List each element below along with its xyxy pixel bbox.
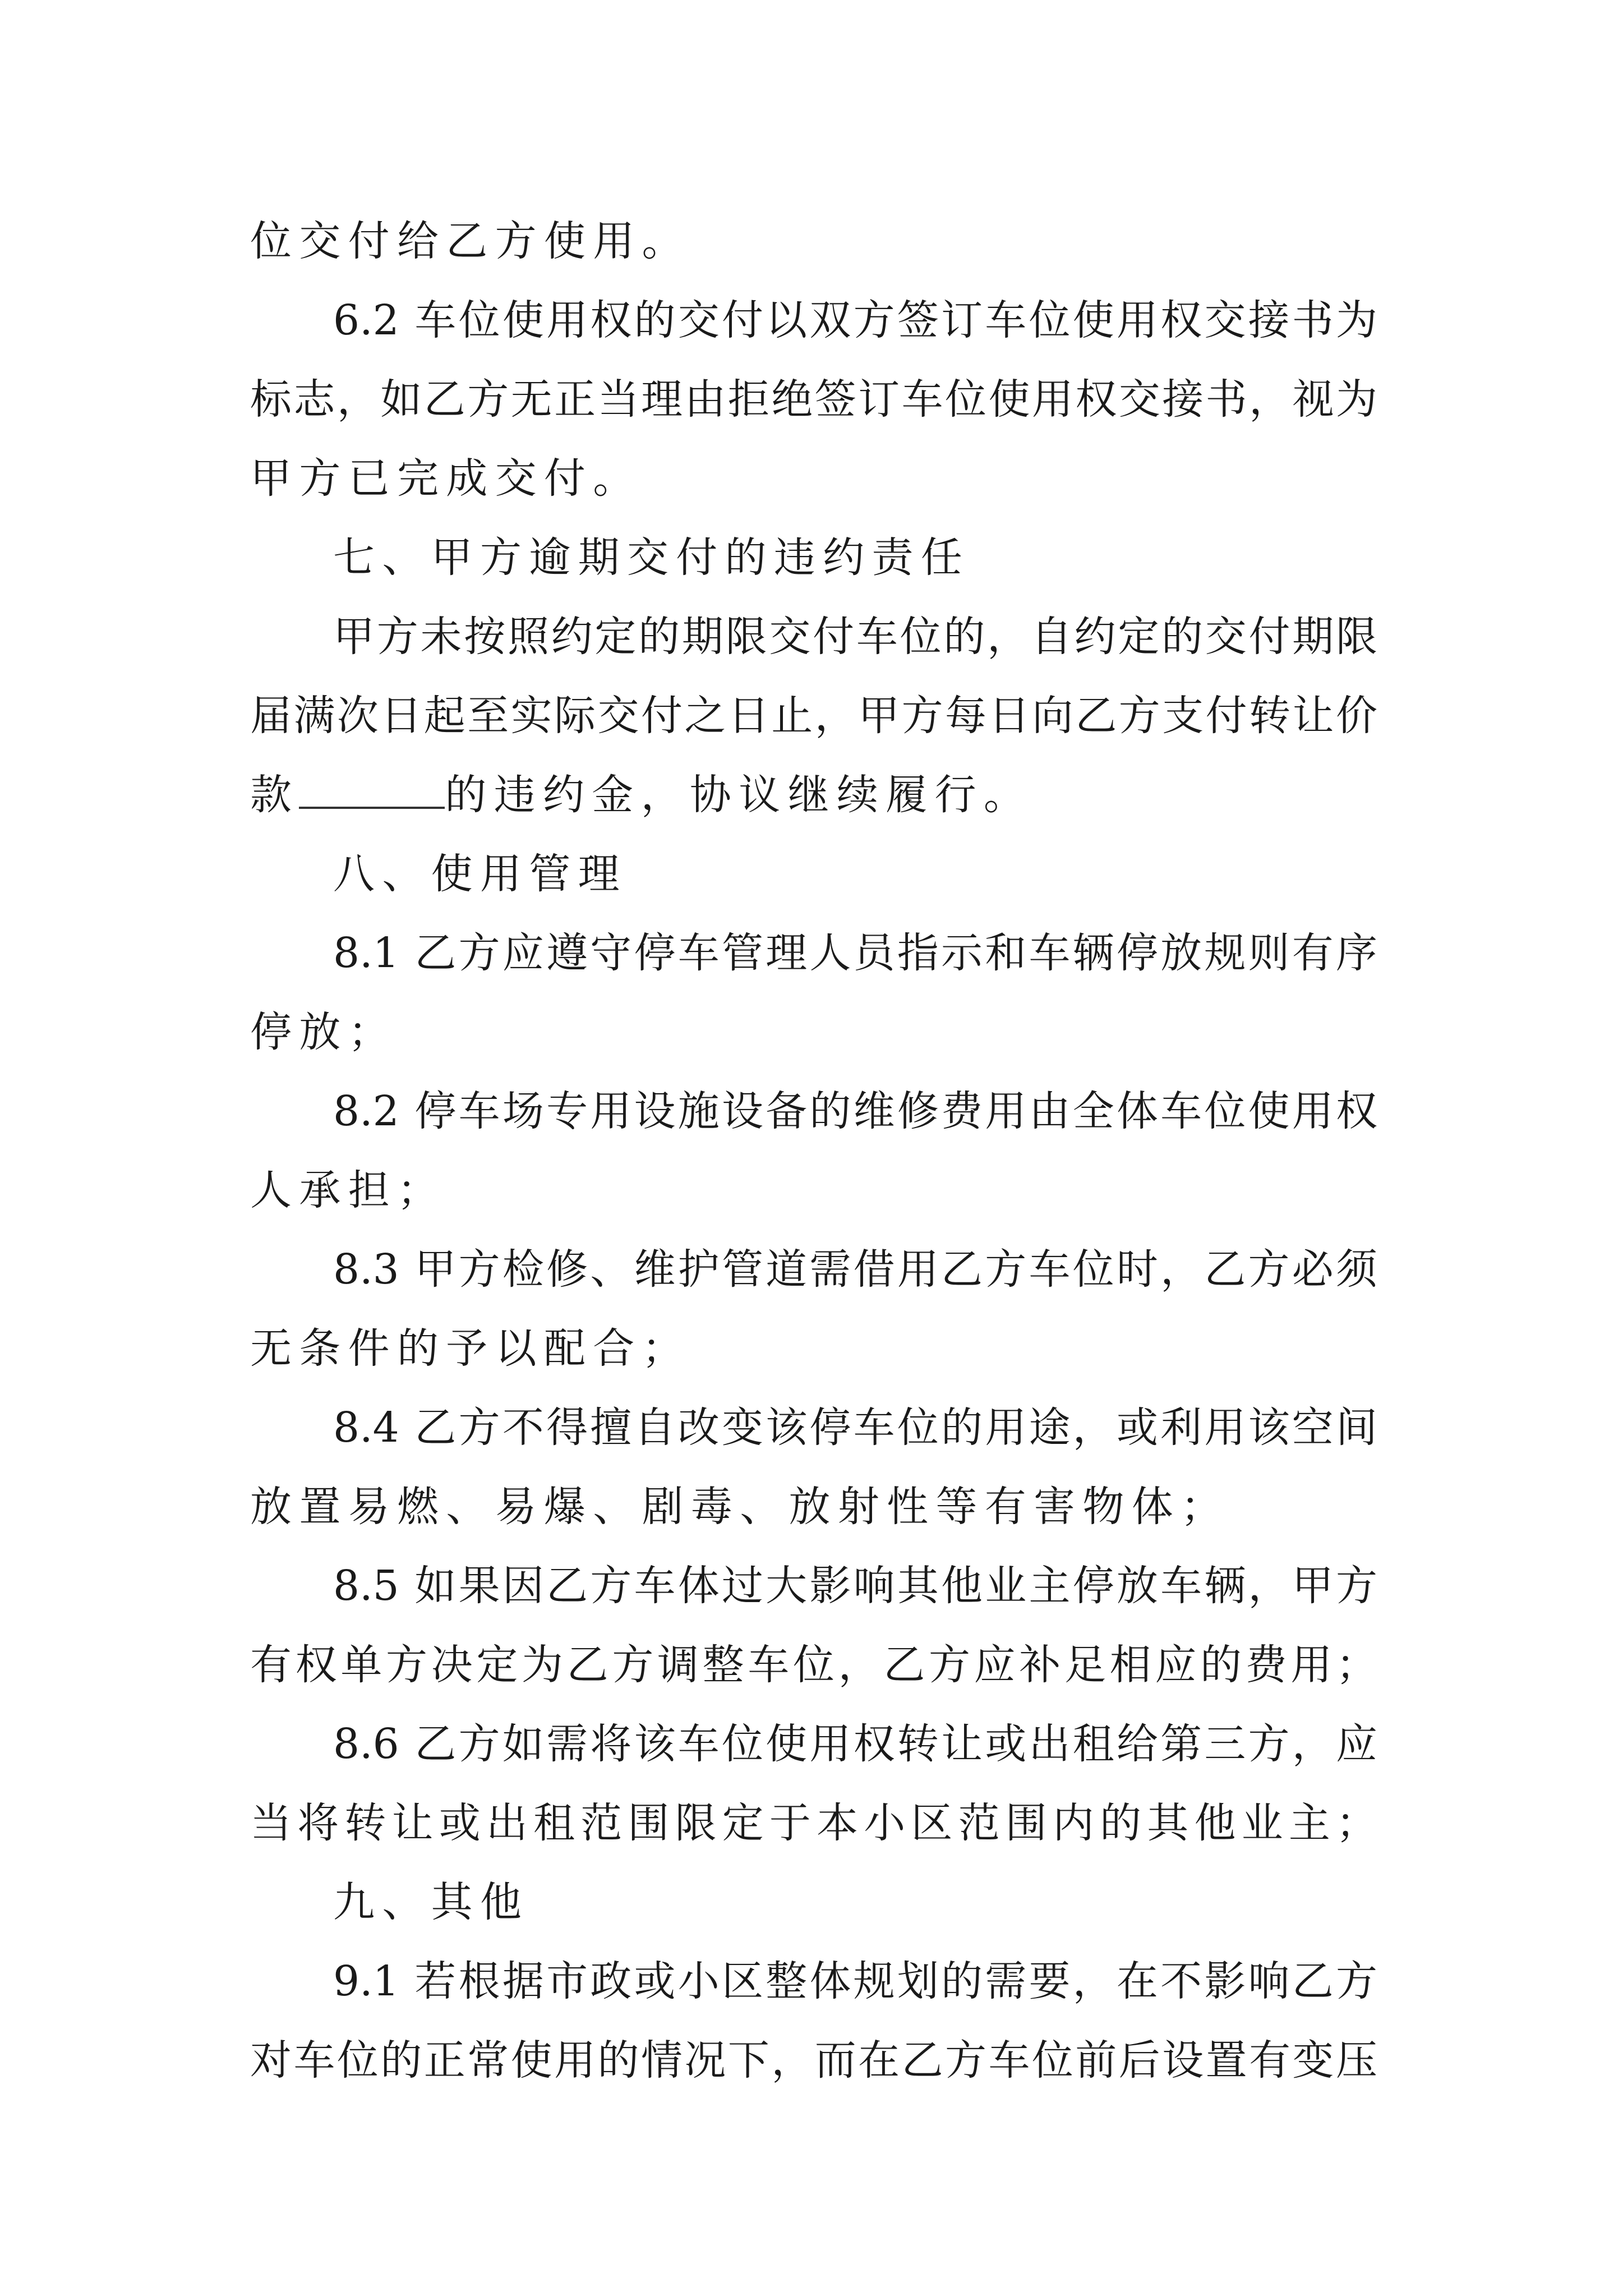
text-line: 人承担； bbox=[250, 1166, 446, 1214]
section-heading: 八、使用管理 bbox=[333, 850, 627, 898]
text-line: 有权单方决定为乙方调整车位，乙方应补足相应的费用； bbox=[250, 1641, 1377, 1689]
text-line: 位交付给乙方使用。 bbox=[250, 217, 691, 265]
text-line: 8.2 停车场专用设施设备的维修费用由全体车位使用权 bbox=[333, 1087, 1377, 1135]
text-line: 8.3 甲方检修、维护管道需借用乙方车位时，乙方必须 bbox=[333, 1245, 1377, 1294]
text-line: 甲方未按照约定的期限交付车位的，自约定的交付期限 bbox=[333, 613, 1377, 661]
text-line: 6.2 车位使用权的交付以双方签订车位使用权交接书为 bbox=[333, 296, 1377, 344]
document-body bbox=[250, 202, 1377, 2100]
section-heading: 七、甲方逾期交付的违约责任 bbox=[333, 533, 970, 582]
text-line: 对车位的正常使用的情况下，而在乙方车位前后设置有变压 bbox=[250, 2036, 1377, 2085]
text-line: 8.1 乙方应遵守停车管理人员指示和车辆停放规则有序 bbox=[333, 929, 1377, 977]
text-line: 放置易燃、易爆、剧毒、放射性等有害物体； bbox=[250, 1483, 1230, 1531]
text-line: 标志，如乙方无正当理由拒绝签订车位使用权交接书，视为 bbox=[250, 375, 1377, 424]
text-line: 8.4 乙方不得擅自改变该停车位的用途，或利用该空间 bbox=[333, 1404, 1377, 1452]
text-line-with-blank bbox=[250, 756, 1377, 835]
text-line: 甲方已完成交付。 bbox=[250, 454, 642, 503]
text-segment: 的违约金，协议继续履行。 bbox=[445, 771, 1033, 819]
fill-in-blank bbox=[299, 773, 445, 809]
text-segment: 款 bbox=[250, 771, 299, 819]
text-line: 当将转让或出租范围限定于本小区范围内的其他业主； bbox=[250, 1799, 1377, 1847]
text-line: 停放； bbox=[250, 1008, 397, 1056]
text-line: 9.1 若根据市政或小区整体规划的需要，在不影响乙方 bbox=[333, 1957, 1377, 2005]
section-heading: 九、其他 bbox=[333, 1878, 529, 1926]
text-line: 届满次日起至实际交付之日止，甲方每日向乙方支付转让价 bbox=[250, 692, 1377, 740]
text-line: 8.6 乙方如需将该车位使用权转让或出租给第三方，应 bbox=[333, 1720, 1377, 1768]
text-line: 8.5 如果因乙方车体过大影响其他业主停放车辆，甲方 bbox=[333, 1562, 1377, 1610]
text-line: 无条件的予以配合； bbox=[250, 1324, 691, 1373]
